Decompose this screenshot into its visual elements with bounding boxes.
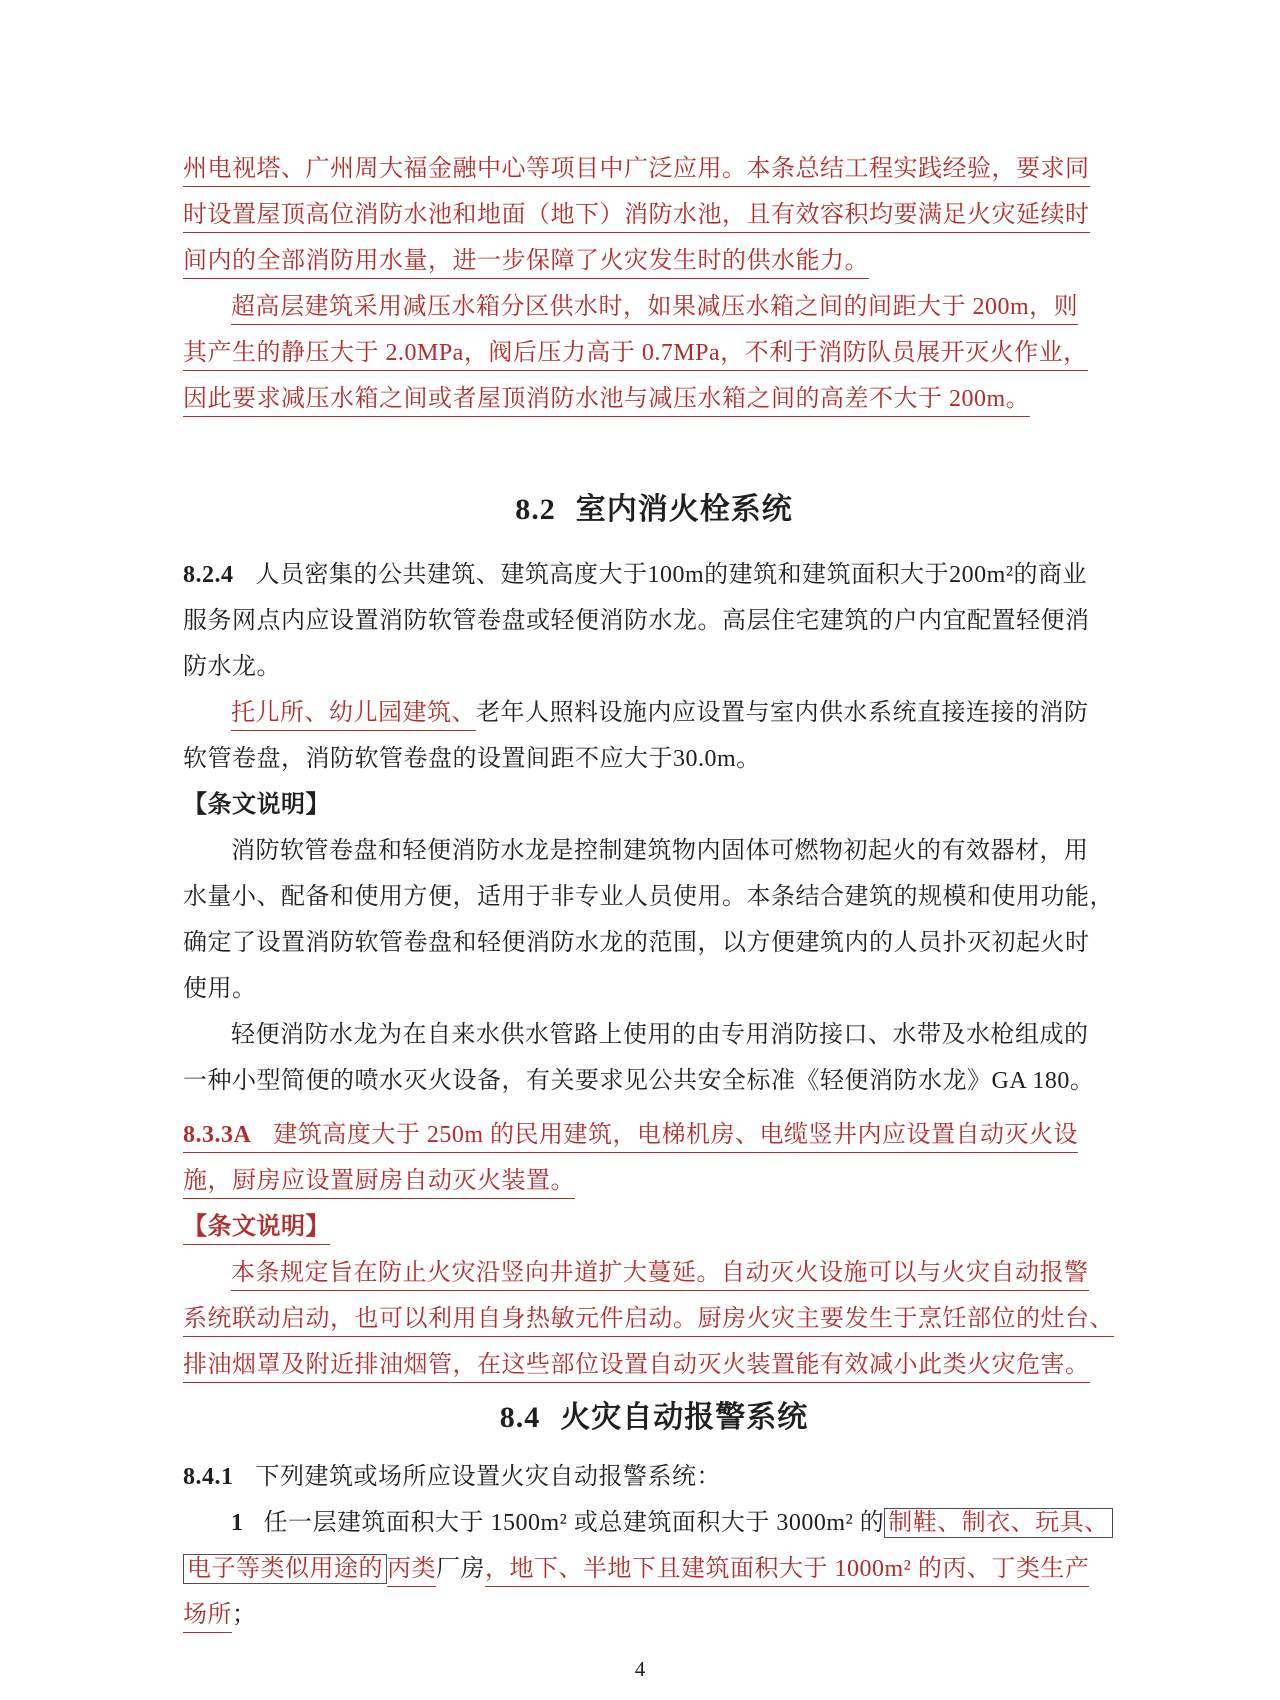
text-line — [183, 644, 1125, 690]
revision-inserted-text: 因此要求减压水箱之间或者屋顶消防水池与减压水箱之间的高差不大于 200m。 — [183, 386, 1030, 417]
text-line — [183, 1296, 1125, 1342]
section-number: 8.4 — [499, 1401, 541, 1434]
clause-number: 8.4.1 — [183, 1464, 234, 1490]
text-line — [183, 238, 1125, 284]
section-number: 8.2 — [515, 493, 556, 526]
commentary-text: 水量小、配备和使用方便，适用于非专业人员使用。本条结合建筑的规模和使用功能， — [183, 884, 1114, 910]
text-line — [183, 192, 1125, 238]
text-line — [183, 1158, 1125, 1204]
clause-text: 建筑高度大于 250m 的民用建筑，电梯机房、电缆竖井内应设置自动灭火设 — [273, 1122, 1079, 1148]
revision-inserted-text: 丙类 — [387, 1556, 436, 1587]
text-line — [183, 1454, 1125, 1500]
revision-boxed-text: 电子等类似用途的 — [183, 1554, 387, 1584]
revision-inserted-text: 场所 — [183, 1602, 232, 1633]
text-line — [183, 736, 1125, 782]
text-line — [183, 1342, 1125, 1388]
text-line — [183, 598, 1125, 644]
page-number: 4 — [634, 1657, 646, 1681]
revision-inserted-text: 超高层建筑采用减压水箱分区供水时，如果减压水箱之间的间距大于 200m，则 — [231, 294, 1078, 325]
revision-inserted-text: 排油烟罩及附近排油烟管，在这些部位设置自动灭火装置能有效减小此类火灾危害。 — [183, 1352, 1090, 1383]
text-line — [183, 330, 1125, 376]
text-line — [183, 1500, 1125, 1546]
clause-text: ； — [232, 1602, 257, 1628]
revision-inserted-text: 间内的全部消防用水量，进一步保障了火灾发生时的供水能力。 — [183, 248, 869, 279]
text-line — [183, 1112, 1125, 1158]
text-line — [183, 1204, 1125, 1250]
text-line — [183, 1250, 1125, 1296]
revision-inserted-text: 本条规定旨在防止火灾沿竖向井道扩大蔓延。自动灭火设施可以与火灾自动报警 — [231, 1260, 1089, 1291]
text-line — [183, 920, 1125, 966]
clause-text: 软管卷盘，消防软管卷盘的设置间距不应大于30.0m。 — [183, 746, 761, 772]
clause-number: 8.3.3A — [183, 1122, 252, 1148]
commentary-text: 轻便消防水龙为在自来水供水管路上使用的由专用消防接口、水带及水枪组成的 — [231, 1022, 1089, 1048]
text-line — [183, 874, 1125, 920]
revision-inserted-text: 州电视塔、广州周大福金融中心等项目中广泛应用。本条总结工程实践经验，要求同 — [183, 156, 1090, 187]
commentary-text: 一种小型简便的喷水灭火设备，有关要求见公共安全标准《轻便消防水龙》GA 180。 — [183, 1068, 1095, 1094]
text-line — [183, 284, 1125, 330]
text-line — [183, 146, 1125, 192]
clause-text: 服务网点内应设置消防软管卷盘或轻便消防水龙。高层住宅建筑的户内宜配置轻便消 — [183, 608, 1090, 634]
clause-text: 防水龙。 — [183, 654, 281, 680]
spacer — [183, 1104, 1125, 1112]
clause-text: 厂房 — [436, 1556, 485, 1582]
text-line — [183, 552, 1125, 598]
clause-text: 老年人照料设施内应设置与室内供水系统直接连接的消防 — [476, 700, 1089, 726]
text-line — [183, 1592, 1125, 1638]
revision-inserted-text: ，地下、半地下且建筑面积大于 1000m² 的丙、丁类生产 — [485, 1556, 1089, 1587]
text-line — [183, 828, 1125, 874]
section-title: 火灾自动报警系统 — [560, 1401, 809, 1434]
section-heading-8-2 — [183, 482, 1125, 538]
commentary-text: 确定了设置消防软管卷盘和轻便消防水龙的范围，以方便建筑内的人员扑灭初起火时 — [183, 930, 1090, 956]
revision-inserted-text: 其产生的静压大于 2.0MPa，阀后压力高于 0.7MPa，不利于消防队员展开灭火作业， — [183, 340, 1088, 371]
commentary-text: 使用。 — [183, 976, 257, 1002]
section-heading-8-4 — [183, 1390, 1125, 1446]
revision-inserted-clause — [183, 1122, 1078, 1153]
revision-inserted-text: 系统联动启动，也可以利用自身热敏元件启动。厨房火灾主要发生于烹饪部位的灶台、 — [183, 1306, 1114, 1337]
commentary-label: 【条文说明】 — [183, 792, 330, 818]
text-line — [183, 1012, 1125, 1058]
text-line — [183, 690, 1125, 736]
clause-number: 8.2.4 — [183, 562, 234, 588]
clause-text: 下列建筑或场所应设置火灾自动报警系统： — [255, 1464, 721, 1490]
text-line — [183, 1546, 1125, 1592]
revision-boxed-text: 制鞋、制衣、玩具、 — [884, 1508, 1113, 1538]
revision-inserted-text: 时设置屋顶高位消防水池和地面（地下）消防水池，且有效容积均要满足火灾延续时 — [183, 202, 1090, 233]
clause-text: 人员密集的公共建筑、建筑高度大于100m的建筑和建筑面积大于200m²的商业 — [255, 562, 1088, 588]
text-line — [183, 1058, 1125, 1104]
revision-inserted-text: 托儿所、幼儿园建筑、 — [231, 700, 476, 731]
commentary-label: 【条文说明】 — [183, 1214, 330, 1245]
clause-text: 任一层建筑面积大于 1500m² 或总建筑面积大于 3000m² 的 — [263, 1510, 885, 1536]
list-item-number: 1 — [231, 1510, 244, 1536]
revision-inserted-text: 施，厨房应设置厨房自动灭火装置。 — [183, 1168, 575, 1199]
commentary-text: 消防软管卷盘和轻便消防水龙是控制建筑物内固体可燃物初起火的有效器材，用 — [231, 838, 1089, 864]
text-line — [183, 376, 1125, 422]
text-line — [183, 782, 1125, 828]
section-title: 室内消火栓系统 — [575, 493, 793, 526]
text-line — [183, 966, 1125, 1012]
